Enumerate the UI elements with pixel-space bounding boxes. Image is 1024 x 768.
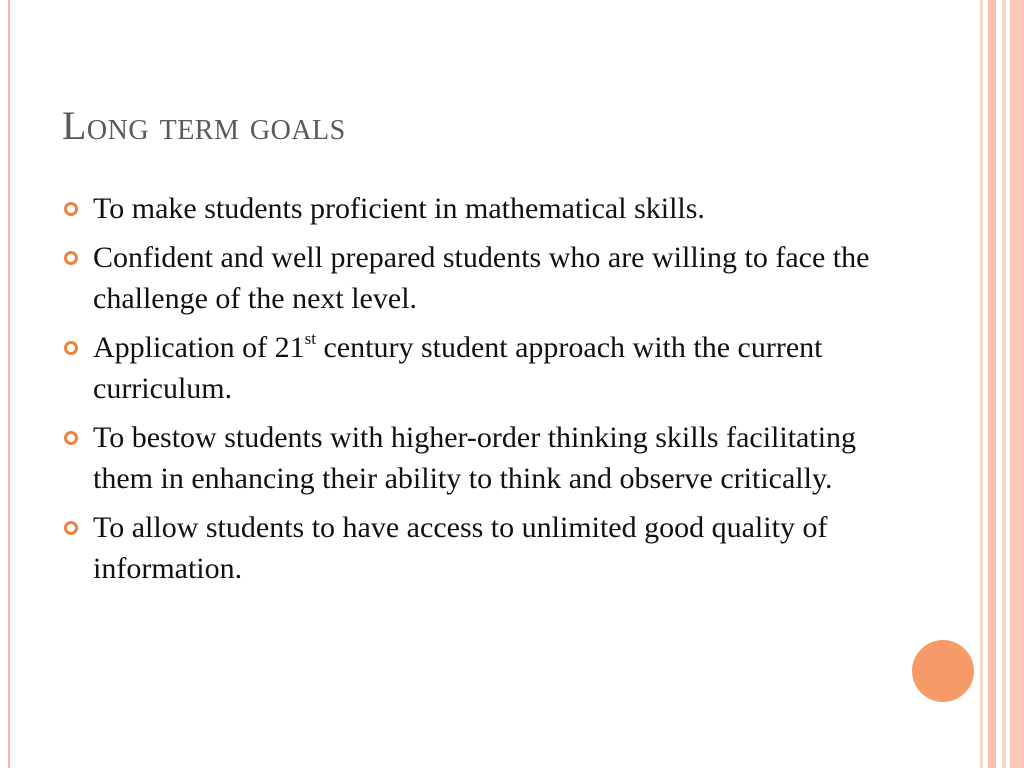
bullet-item [62,417,892,499]
right-decorative-stripes [980,0,1024,768]
ring-bullet-icon [64,202,78,216]
decorative-stripe [1002,0,1006,768]
ordinal-superscript: st [304,329,316,348]
bullet-item [62,237,892,319]
bullet-text-after: century student approach with the current curriculum. [93,331,823,405]
ring-bullet-icon [64,251,78,265]
bullet-item [62,327,892,409]
bullet-item [62,188,892,229]
decorative-circle [912,640,974,702]
bullet-text: To make students proficient in mathematical skills. [93,192,705,225]
bullet-text: To bestow students with higher-order thinking skills facilitating them in enhancing their ability to think and observe critically. [93,421,857,495]
bullet-list [62,188,892,597]
bullet-text-before: Application of 21 [93,331,305,364]
bullet-item [62,507,892,589]
decorative-stripe [988,0,996,768]
decorative-stripe [1010,0,1024,768]
decorative-stripe [980,0,983,768]
bullet-text: Confident and well prepared students who are willing to face the challenge of the next level. [93,241,870,315]
ring-bullet-icon [64,521,78,535]
slide-title: Long term goals [62,103,346,148]
left-border-line [8,0,10,768]
ring-bullet-icon [64,431,78,445]
ring-bullet-icon [64,341,78,355]
bullet-text: To allow students to have access to unlimited good quality of information. [93,511,828,585]
bullet-text [93,331,822,405]
